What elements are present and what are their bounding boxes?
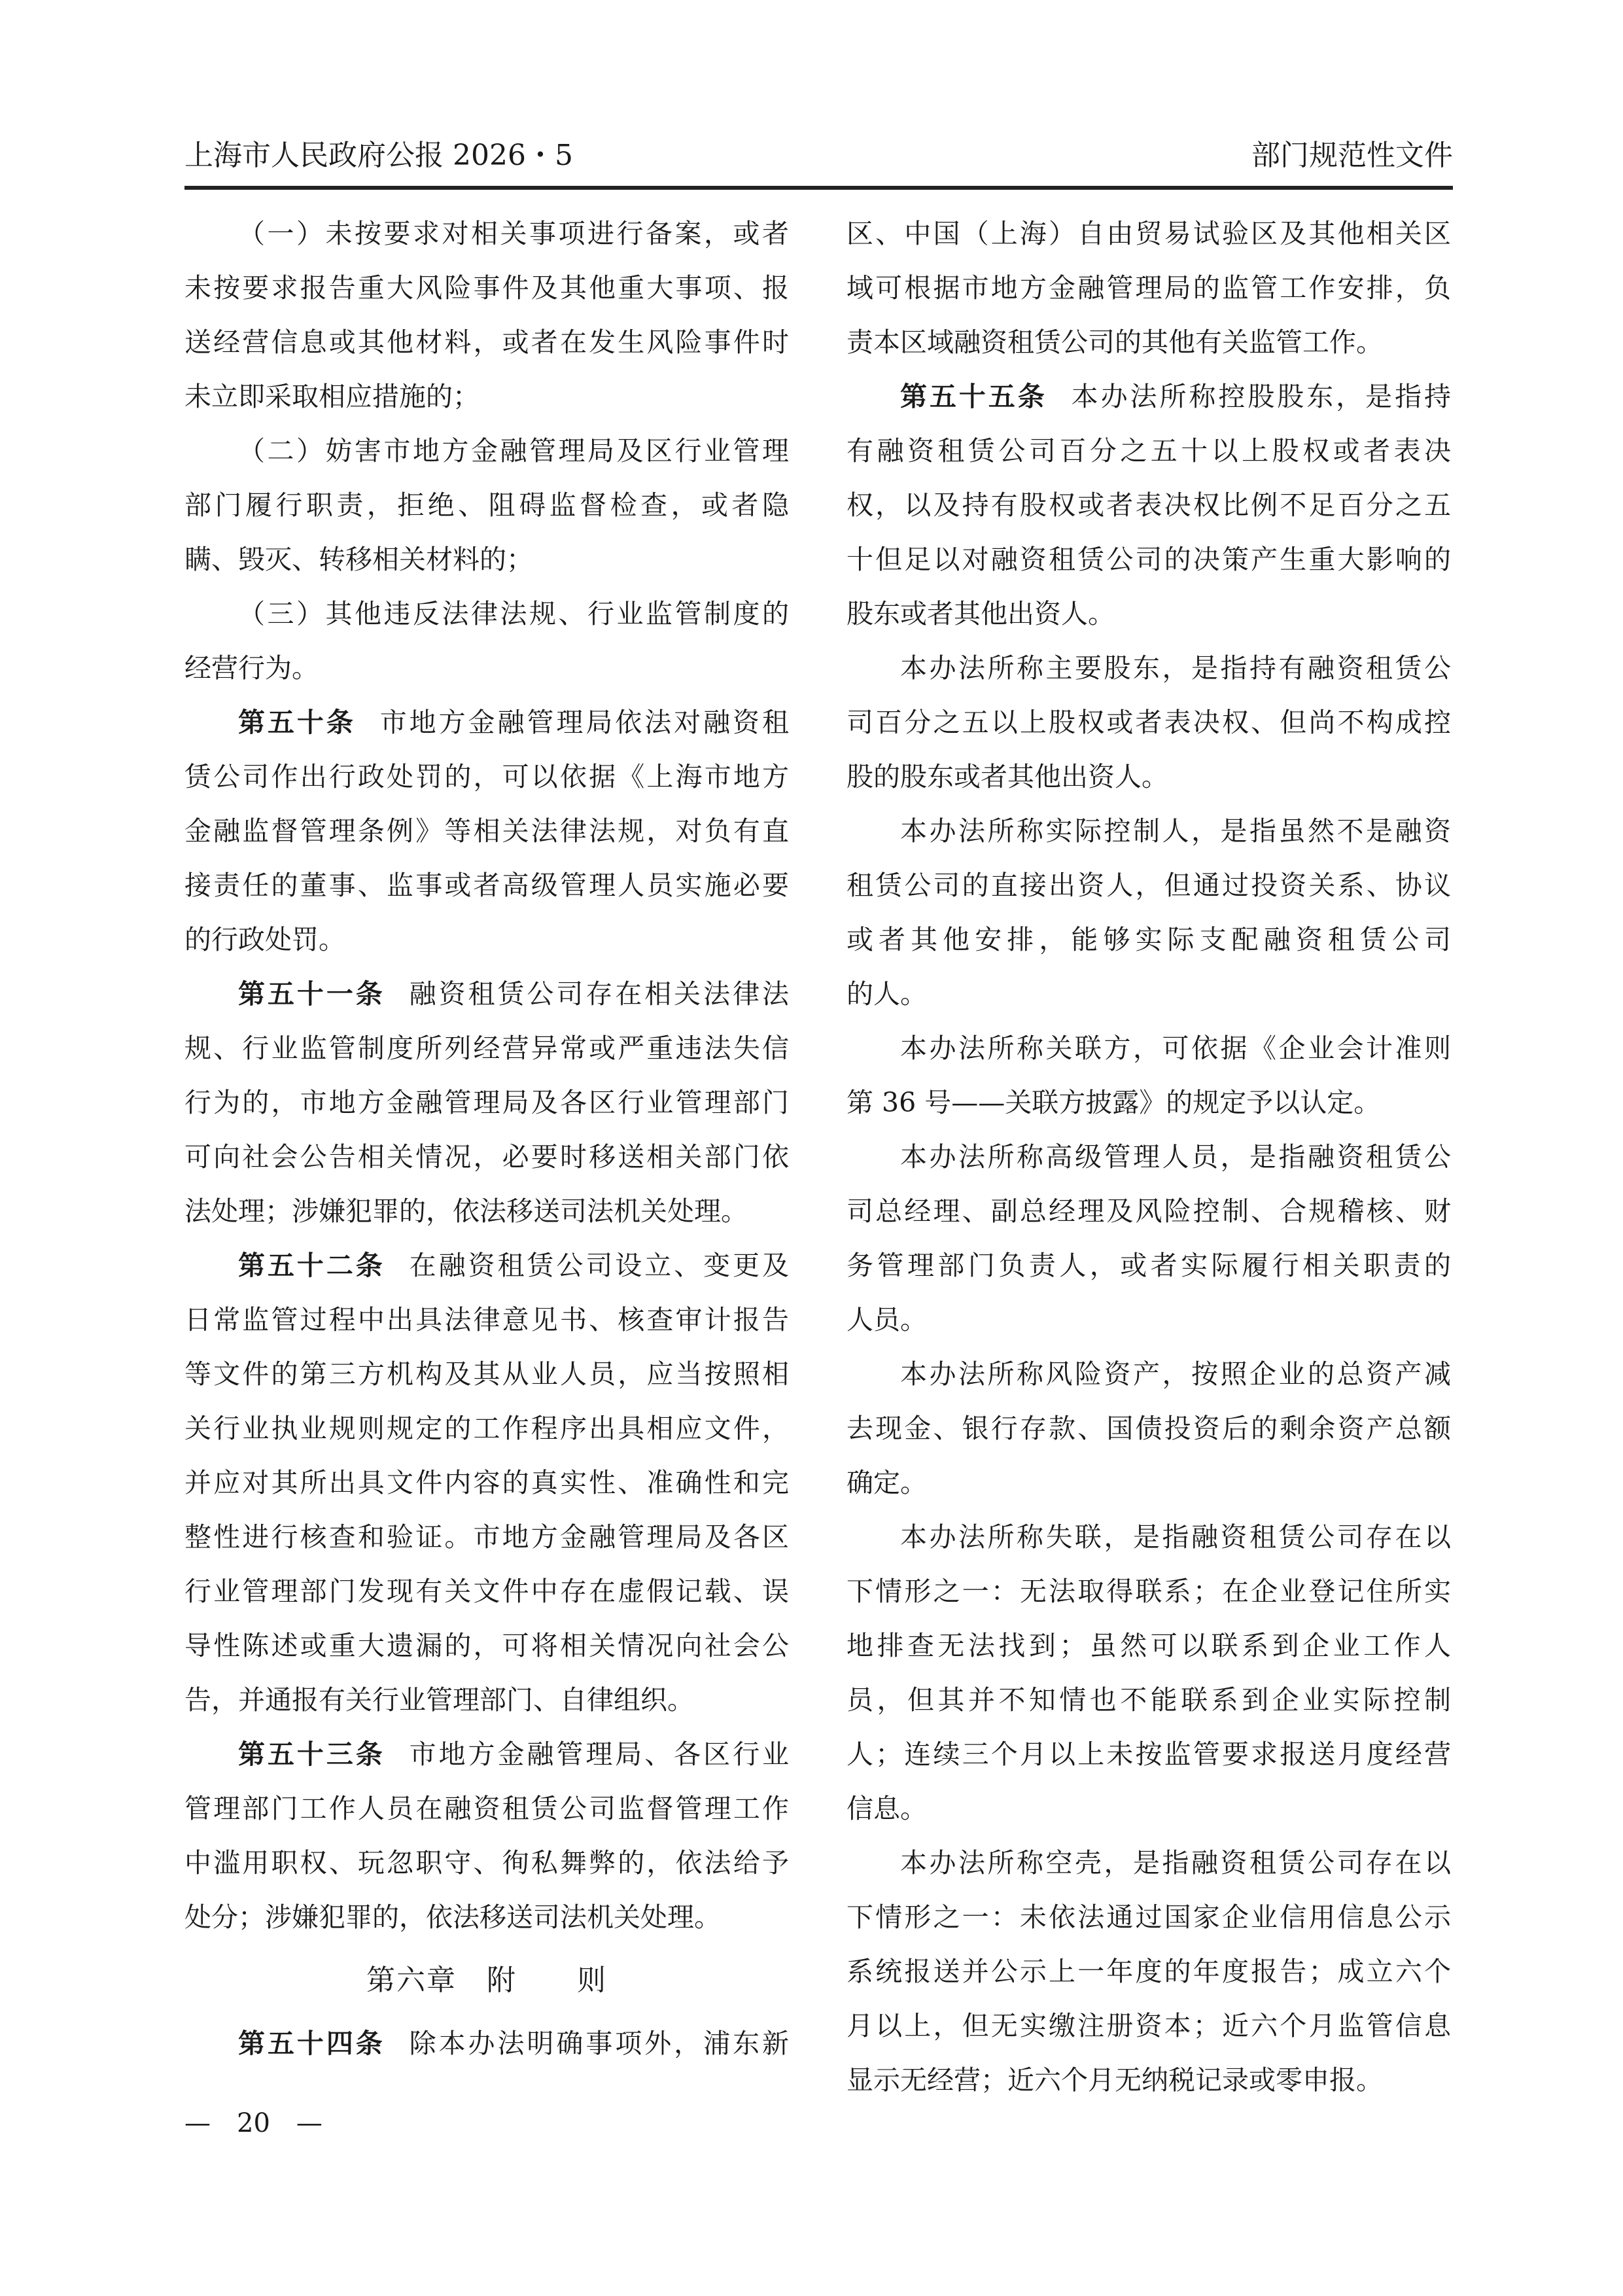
header-rule [184,186,1453,190]
text-line [184,478,789,533]
line-text: 员，但其并不知情也不能联系到企业实际控制 [846,1684,1451,1716]
text-line [846,478,1451,533]
line-text: 市地方金融管理局、各区行业 [409,1739,790,1770]
text-line [184,1890,789,1945]
text-line [184,1293,789,1347]
text-line [846,967,1451,1021]
text-line [184,261,789,315]
line-text: 下情形之一：无法取得联系；在企业登记住所实 [846,1576,1451,1607]
line-text: 域可根据市地方金融管理局的监管工作安排，负 [846,272,1451,304]
line-text: （三）其他违反法律法规、行业监管制度的 [238,598,789,629]
article-paragraph [184,1727,789,1945]
text-line [846,1890,1451,1945]
text-line [184,750,789,804]
article-paragraph [184,967,789,1239]
line-text: 本办法所称关联方，可依据《企业会计准则 [900,1033,1451,1064]
text-line [846,207,1451,261]
text-line [846,1782,1451,1836]
text-line [184,533,789,587]
text-line [184,1076,789,1130]
text-line [846,261,1451,315]
line-text: 信息。 [846,1793,927,1824]
line-text: （二）妨害市地方金融管理局及区行业管理 [238,435,789,467]
line-text: 下情形之一：未依法通过国家企业信用信息公示 [846,1901,1451,1933]
paragraph [184,207,789,424]
line-text: （一）未按要求对相关事项进行备案，或者 [238,218,789,249]
line-text: 人；连续三个月以上未按监管要求报送月度经营 [846,1739,1451,1770]
text-line [846,1510,1451,1564]
line-text: 区、中国（上海）自由贸易试验区及其他相关区 [846,218,1451,249]
line-text: 本办法所称主要股东，是指持有融资租赁公 [900,652,1451,684]
article-number: 第五十二条 [238,1250,385,1281]
text-line [184,1456,789,1510]
line-text: 可向社会公告相关情况，必要时移送相关部门依 [184,1141,789,1173]
line-text: 接责任的董事、监事或者高级管理人员实施必要 [184,870,789,901]
left-column [184,207,789,2071]
line-text: 本办法所称失联，是指融资租赁公司存在以 [900,1521,1451,1553]
line-text: 处分；涉嫌犯罪的，依法移送司法机关处理。 [184,1901,721,1933]
text-line [846,1999,1451,2053]
line-text: 权，以及持有股权或者表决权比例不足百分之五 [846,489,1451,521]
text-line [184,207,789,261]
line-text: 去现金、银行存款、国债投资后的剩余资产总额 [846,1413,1451,1444]
text-line [184,1184,789,1239]
text-line [184,315,789,370]
text-line [846,587,1451,641]
paragraph [184,424,789,587]
text-line [846,1619,1451,1673]
text-line [184,1673,789,1727]
line-text: 本办法所称实际控制人，是指虽然不是融资 [900,815,1451,847]
line-text: 显示无经营；近六个月无纳税记录或零申报。 [846,2064,1383,2096]
article-number: 第五十条 [238,707,356,738]
text-line [846,1076,1451,1130]
line-text: 十但足以对融资租赁公司的决策产生重大影响的 [846,544,1451,575]
line-text: 中滥用职权、玩忽职守、徇私舞弊的，依法给予 [184,1847,789,1879]
line-text: 部门履行职责，拒绝、阻碍监督检查，或者隐 [184,489,789,521]
text-line [184,424,789,478]
text-line [184,1021,789,1076]
line-text: 股的股东或者其他出资人。 [846,761,1168,792]
line-text: 瞒、毁灭、转移相关材料的； [184,544,533,575]
line-text: 并应对其所出具文件内容的真实性、准确性和完 [184,1467,789,1498]
text-line [184,858,789,913]
text-line [846,641,1451,696]
chapter-heading: 第六章 附 则 [366,1964,607,1997]
line-text: 本办法所称空壳，是指融资租赁公司存在以 [900,1847,1451,1879]
text-line [846,1184,1451,1239]
line-text: 的人。 [846,978,927,1010]
text-line [184,1836,789,1890]
text-line [184,641,789,696]
line-text: 的行政处罚。 [184,924,345,955]
line-text: 本办法所称高级管理人员，是指融资租赁公 [900,1141,1451,1173]
text-line [846,2053,1451,2108]
line-text: 送经营信息或其他材料，或者在发生风险事件时 [184,327,789,358]
paragraph [846,1021,1451,1130]
text-line [184,696,789,750]
text-line [184,1564,789,1619]
text-line [846,315,1451,370]
line-text: 金融监督管理条例》等相关法律法规，对负有直 [184,815,789,847]
paragraph [846,1347,1451,1510]
line-text: 务管理部门负责人，或者实际履行相关职责的 [846,1250,1451,1281]
text-line [184,1619,789,1673]
article-number: 第五十三条 [238,1739,385,1770]
text-line [846,913,1451,967]
paragraph [846,1510,1451,1836]
text-line [184,1510,789,1564]
text-line [846,1727,1451,1782]
text-line [846,1945,1451,1999]
text-line [184,587,789,641]
text-line [846,1293,1451,1347]
line-text: 经营行为。 [184,652,319,684]
line-text: 本办法所称控股股东，是指持 [1071,381,1452,412]
line-text: 人员。 [846,1304,927,1335]
text-line [846,1021,1451,1076]
text-line [846,370,1451,424]
line-text: 本办法所称风险资产，按照企业的总资产减 [900,1358,1451,1390]
line-text: 管理部门工作人员在融资租赁公司监督管理工作 [184,1793,789,1824]
line-text: 市地方金融管理局依法对融资租 [379,707,790,738]
line-text: 股东或者其他出资人。 [846,598,1115,629]
text-line [184,1402,789,1456]
text-line [846,1456,1451,1510]
text-line [846,1130,1451,1184]
text-line [184,1130,789,1184]
line-text: 关行业执业规则规定的工作程序出具相应文件， [184,1413,789,1444]
text-line [846,1564,1451,1619]
line-text: 有融资租赁公司百分之五十以上股权或者表决 [846,435,1451,467]
line-text: 法处理；涉嫌犯罪的，依法移送司法机关处理。 [184,1195,748,1227]
text-line [184,1347,789,1402]
paragraph [846,641,1451,804]
line-text: 系统报送并公示上一年度的年度报告；成立六个 [846,1956,1451,1987]
paragraph [846,804,1451,1021]
paragraph [846,207,1451,370]
line-text: 确定。 [846,1467,927,1498]
text-line [846,696,1451,750]
line-text: 导性陈述或重大遗漏的，可将相关情况向社会公 [184,1630,789,1661]
line-text: 整性进行核查和验证。市地方金融管理局及各区 [184,1521,789,1553]
article-paragraph [184,1239,789,1727]
line-text: 责本区域融资租赁公司的其他有关监管工作。 [846,327,1383,358]
line-text: 司总经理、副总经理及风险控制、合规稽核、财 [846,1195,1451,1227]
text-line [846,1402,1451,1456]
text-line [846,858,1451,913]
line-text: 或者其他安排，能够实际支配融资租赁公司 [846,924,1451,955]
article-number: 第五十一条 [238,978,385,1010]
article-paragraph [184,2017,789,2071]
paragraph [846,1130,1451,1347]
line-text: 在融资租赁公司设立、变更及 [409,1250,790,1281]
line-text: 行业管理部门发现有关文件中存在虚假记载、误 [184,1576,789,1607]
line-text: 行为的，市地方金融管理局及各区行业管理部门 [184,1087,789,1118]
article-number: 第五十四条 [238,2028,385,2059]
text-line [184,1782,789,1836]
text-line [184,1239,789,1293]
line-text: 日常监管过程中出具法律意见书、核查审计报告 [184,1304,789,1335]
line-text: 未按要求报告重大风险事件及其他重大事项、报 [184,272,789,304]
line-text: 月以上，但无实缴注册资本；近六个月监管信息 [846,2010,1451,2041]
text-line [846,533,1451,587]
line-text: 地排查无法找到；虽然可以联系到企业工作人 [846,1630,1451,1661]
text-line [846,1239,1451,1293]
article-paragraph [184,696,789,967]
line-text: 第 36 号——关联方披露》的规定予以认定。 [846,1087,1381,1118]
section-title: 部门规范性文件 [1251,139,1453,172]
line-text: 未立即采取相应措施的； [184,381,480,412]
text-line [846,1347,1451,1402]
text-line [846,1836,1451,1890]
text-line [846,750,1451,804]
text-line [184,2017,789,2071]
text-line [846,1673,1451,1727]
line-text: 赁公司作出行政处罚的，可以依据《上海市地方 [184,761,789,792]
line-text: 告，并通报有关行业管理部门、自律组织。 [184,1684,694,1716]
line-text: 除本办法明确事项外，浦东新 [409,2028,790,2059]
text-line [846,424,1451,478]
paragraph [846,1836,1451,2108]
journal-title: 上海市人民政府公报 2026・5 [184,139,573,172]
line-text: 租赁公司的直接出资人，但通过投资关系、协议 [846,870,1451,901]
article-number: 第五十五条 [900,381,1047,412]
line-text: 规、行业监管制度所列经营异常或严重违法失信 [184,1033,789,1064]
line-text: 等文件的第三方机构及其从业人员，应当按照相 [184,1358,789,1390]
right-column [846,207,1451,2108]
text-line [184,1727,789,1782]
line-text: 融资租赁公司存在相关法律法 [409,978,790,1010]
text-line [184,967,789,1021]
text-line [184,804,789,858]
article-paragraph [846,370,1451,641]
line-text: 司百分之五以上股权或者表决权、但尚不构成控 [846,707,1451,738]
text-line [846,804,1451,858]
paragraph [184,587,789,696]
text-line [184,370,789,424]
page-number: — 20 — [184,2108,323,2138]
text-line [184,913,789,967]
